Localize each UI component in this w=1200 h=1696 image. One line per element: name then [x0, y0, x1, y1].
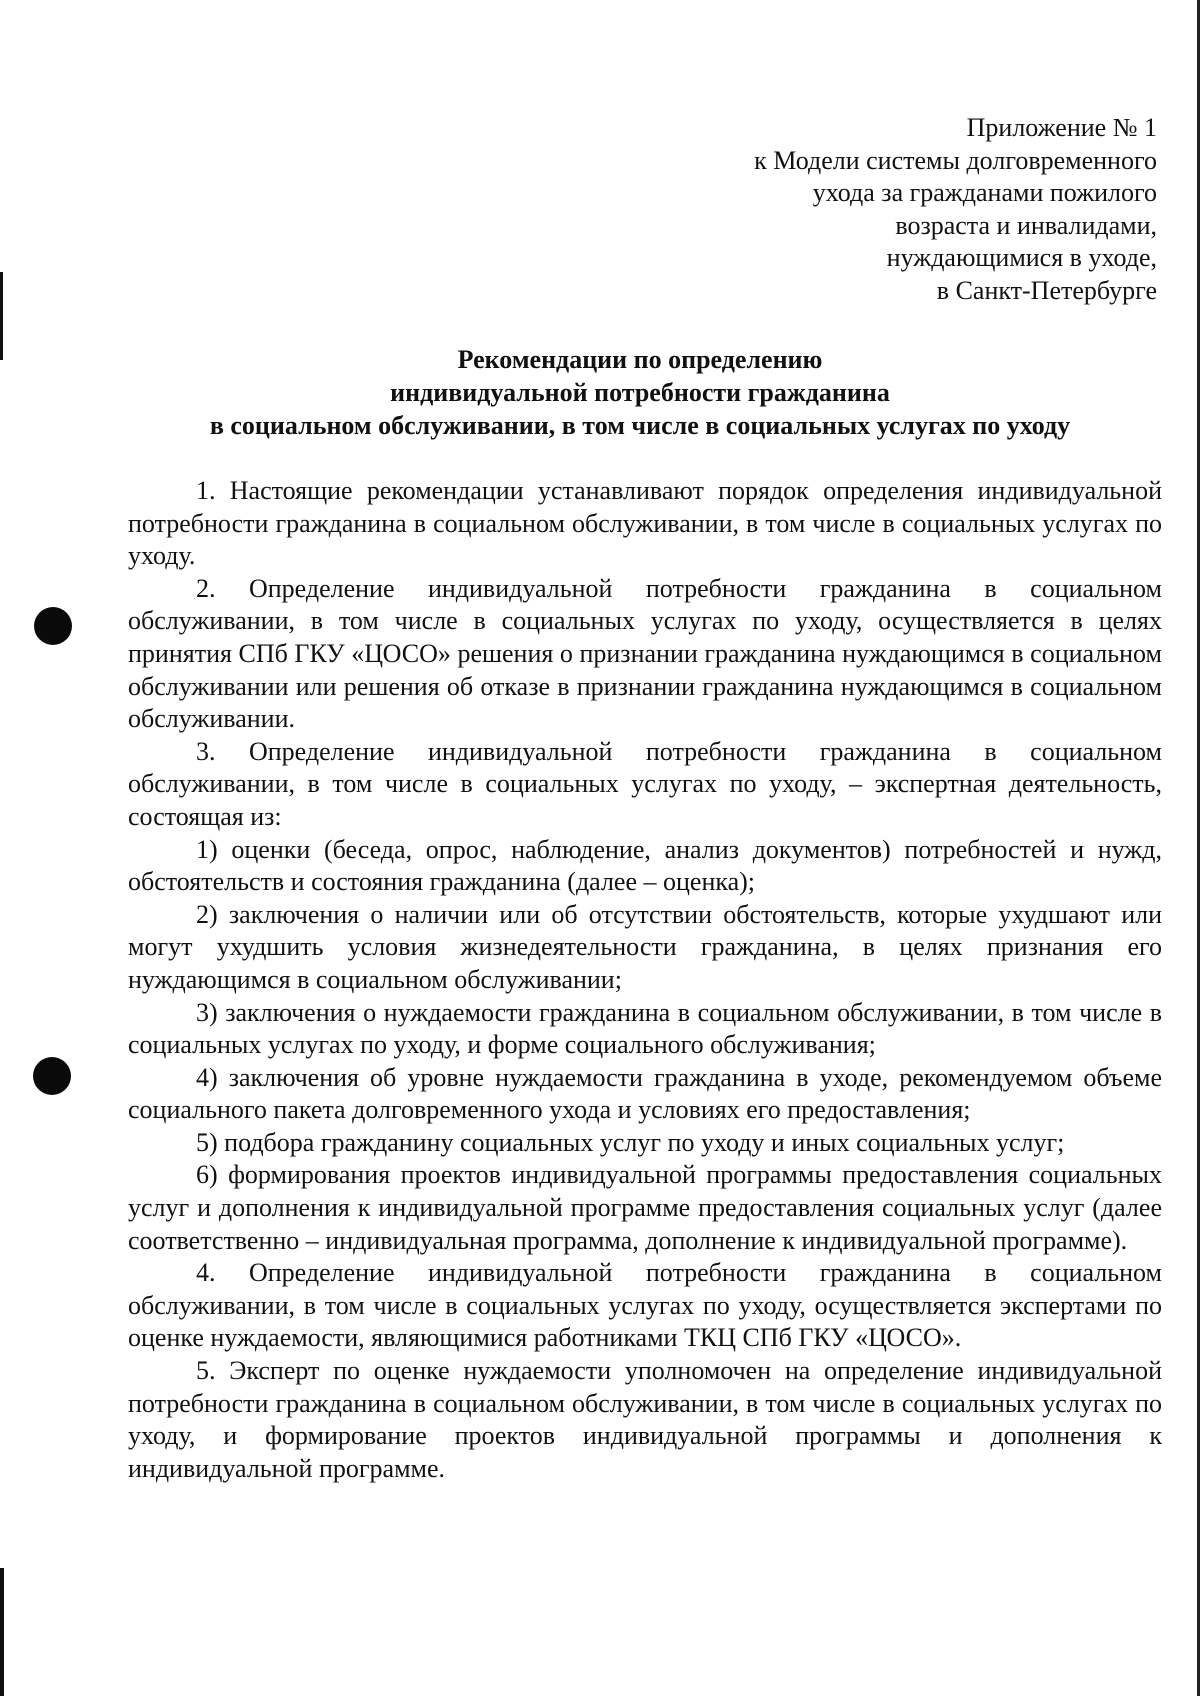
punch-hole: [34, 607, 72, 645]
paragraph-5: 5. Эксперт по оценке нуждаемости уполномочен на определение индивидуальной потребности гражданина в социальном обслуживании, в том числе в социальных услугах по уходу, и формирование проектов индивидуальной программы и дополнения к индивидуальной программе.: [128, 1356, 1162, 1483]
list-item-5: 5) подбора гражданину социальных услуг по уходу и иных социальных услуг;: [196, 1127, 1065, 1157]
paragraph-3: 3. Определение индивидуальной потребности гражданина в социальном обслуживании, в том числе в социальных услугах по уходу, – экспертная деятельность, состоящая из:: [128, 736, 1162, 831]
appendix-line: ухода за гражданами пожилого: [812, 178, 1157, 207]
list-item-3: 3) заключения о нуждаемости гражданина в социальном обслуживании, в том числе в социальных услугах по уходу, и форме социального обслуживания;: [128, 997, 1162, 1060]
document-body: [128, 475, 1162, 1485]
appendix-line: в Санкт-Петербурге: [936, 275, 1157, 305]
paragraph-1: 1. Настоящие рекомендации устанавливают порядок определения индивидуальной потребности гражданина в социальном обслуживании, в том числе в социальных услугах по уходу.: [128, 476, 1162, 571]
paragraph-4: 4. Определение индивидуальной потребности гражданина в социальном обслуживании, в том числе в социальных услугах по уходу, осуществляется экспертами по оценке нуждаемости, являющимися работниками ТКЦ СПб ГКУ «ЦОСО».: [128, 1258, 1162, 1353]
list-item-6: 6) формирования проектов индивидуальной программы предоставления социальных услуг и дополнения к индивидуальной программе предоставления социальных услуг (далее соответственно – индивидуальная программа, дополнение к индивидуальной программе).: [128, 1160, 1162, 1255]
appendix-line: Приложение № 1: [966, 113, 1157, 142]
title-line: в социальном обслуживании, в том числе в социальных услугах по уходу: [209, 411, 1071, 440]
scan-edge-mark: [0, 272, 3, 360]
list-item-1: 1) оценки (беседа, опрос, наблюдение, анализ документов) потребностей и нужд, обстоятельств и состояния гражданина (далее – оценка);: [128, 834, 1162, 897]
title-line: Рекомендации по определению: [457, 345, 823, 374]
paragraph-2: 2. Определение индивидуальной потребности гражданина в социальном обслуживании, в том числе в социальных услугах по уходу, осуществляется в целях принятия СПб ГКУ «ЦОСО» решения о признании гражданина нуждающимся в социальном обслуживании или решения об отказе в признании гражданина нуждающимся в социальном обслуживании.: [128, 573, 1162, 734]
punch-hole: [33, 1057, 71, 1095]
appendix-line: нуждающимися в уходе,: [886, 243, 1157, 272]
title-line: индивидуальной потребности гражданина: [390, 378, 890, 407]
scan-edge-mark: [0, 1568, 4, 1696]
appendix-line: возраста и инвалидами,: [895, 210, 1157, 240]
document-title: [120, 343, 1160, 442]
appendix-line: к Модели системы долговременного: [754, 145, 1157, 175]
list-item-2: 2) заключения о наличии или об отсутствии обстоятельств, которые ухудшают или могут ухудшить условия жизнедеятельности гражданина, в целях признания его нуждающимся в социальном обслуживании;: [128, 899, 1162, 994]
appendix-heading: [754, 112, 1157, 307]
list-item-4: 4) заключения об уровне нуждаемости гражданина в уходе, рекомендуемом объеме социального пакета долговременного ухода и условиях его предоставления;: [128, 1062, 1162, 1125]
